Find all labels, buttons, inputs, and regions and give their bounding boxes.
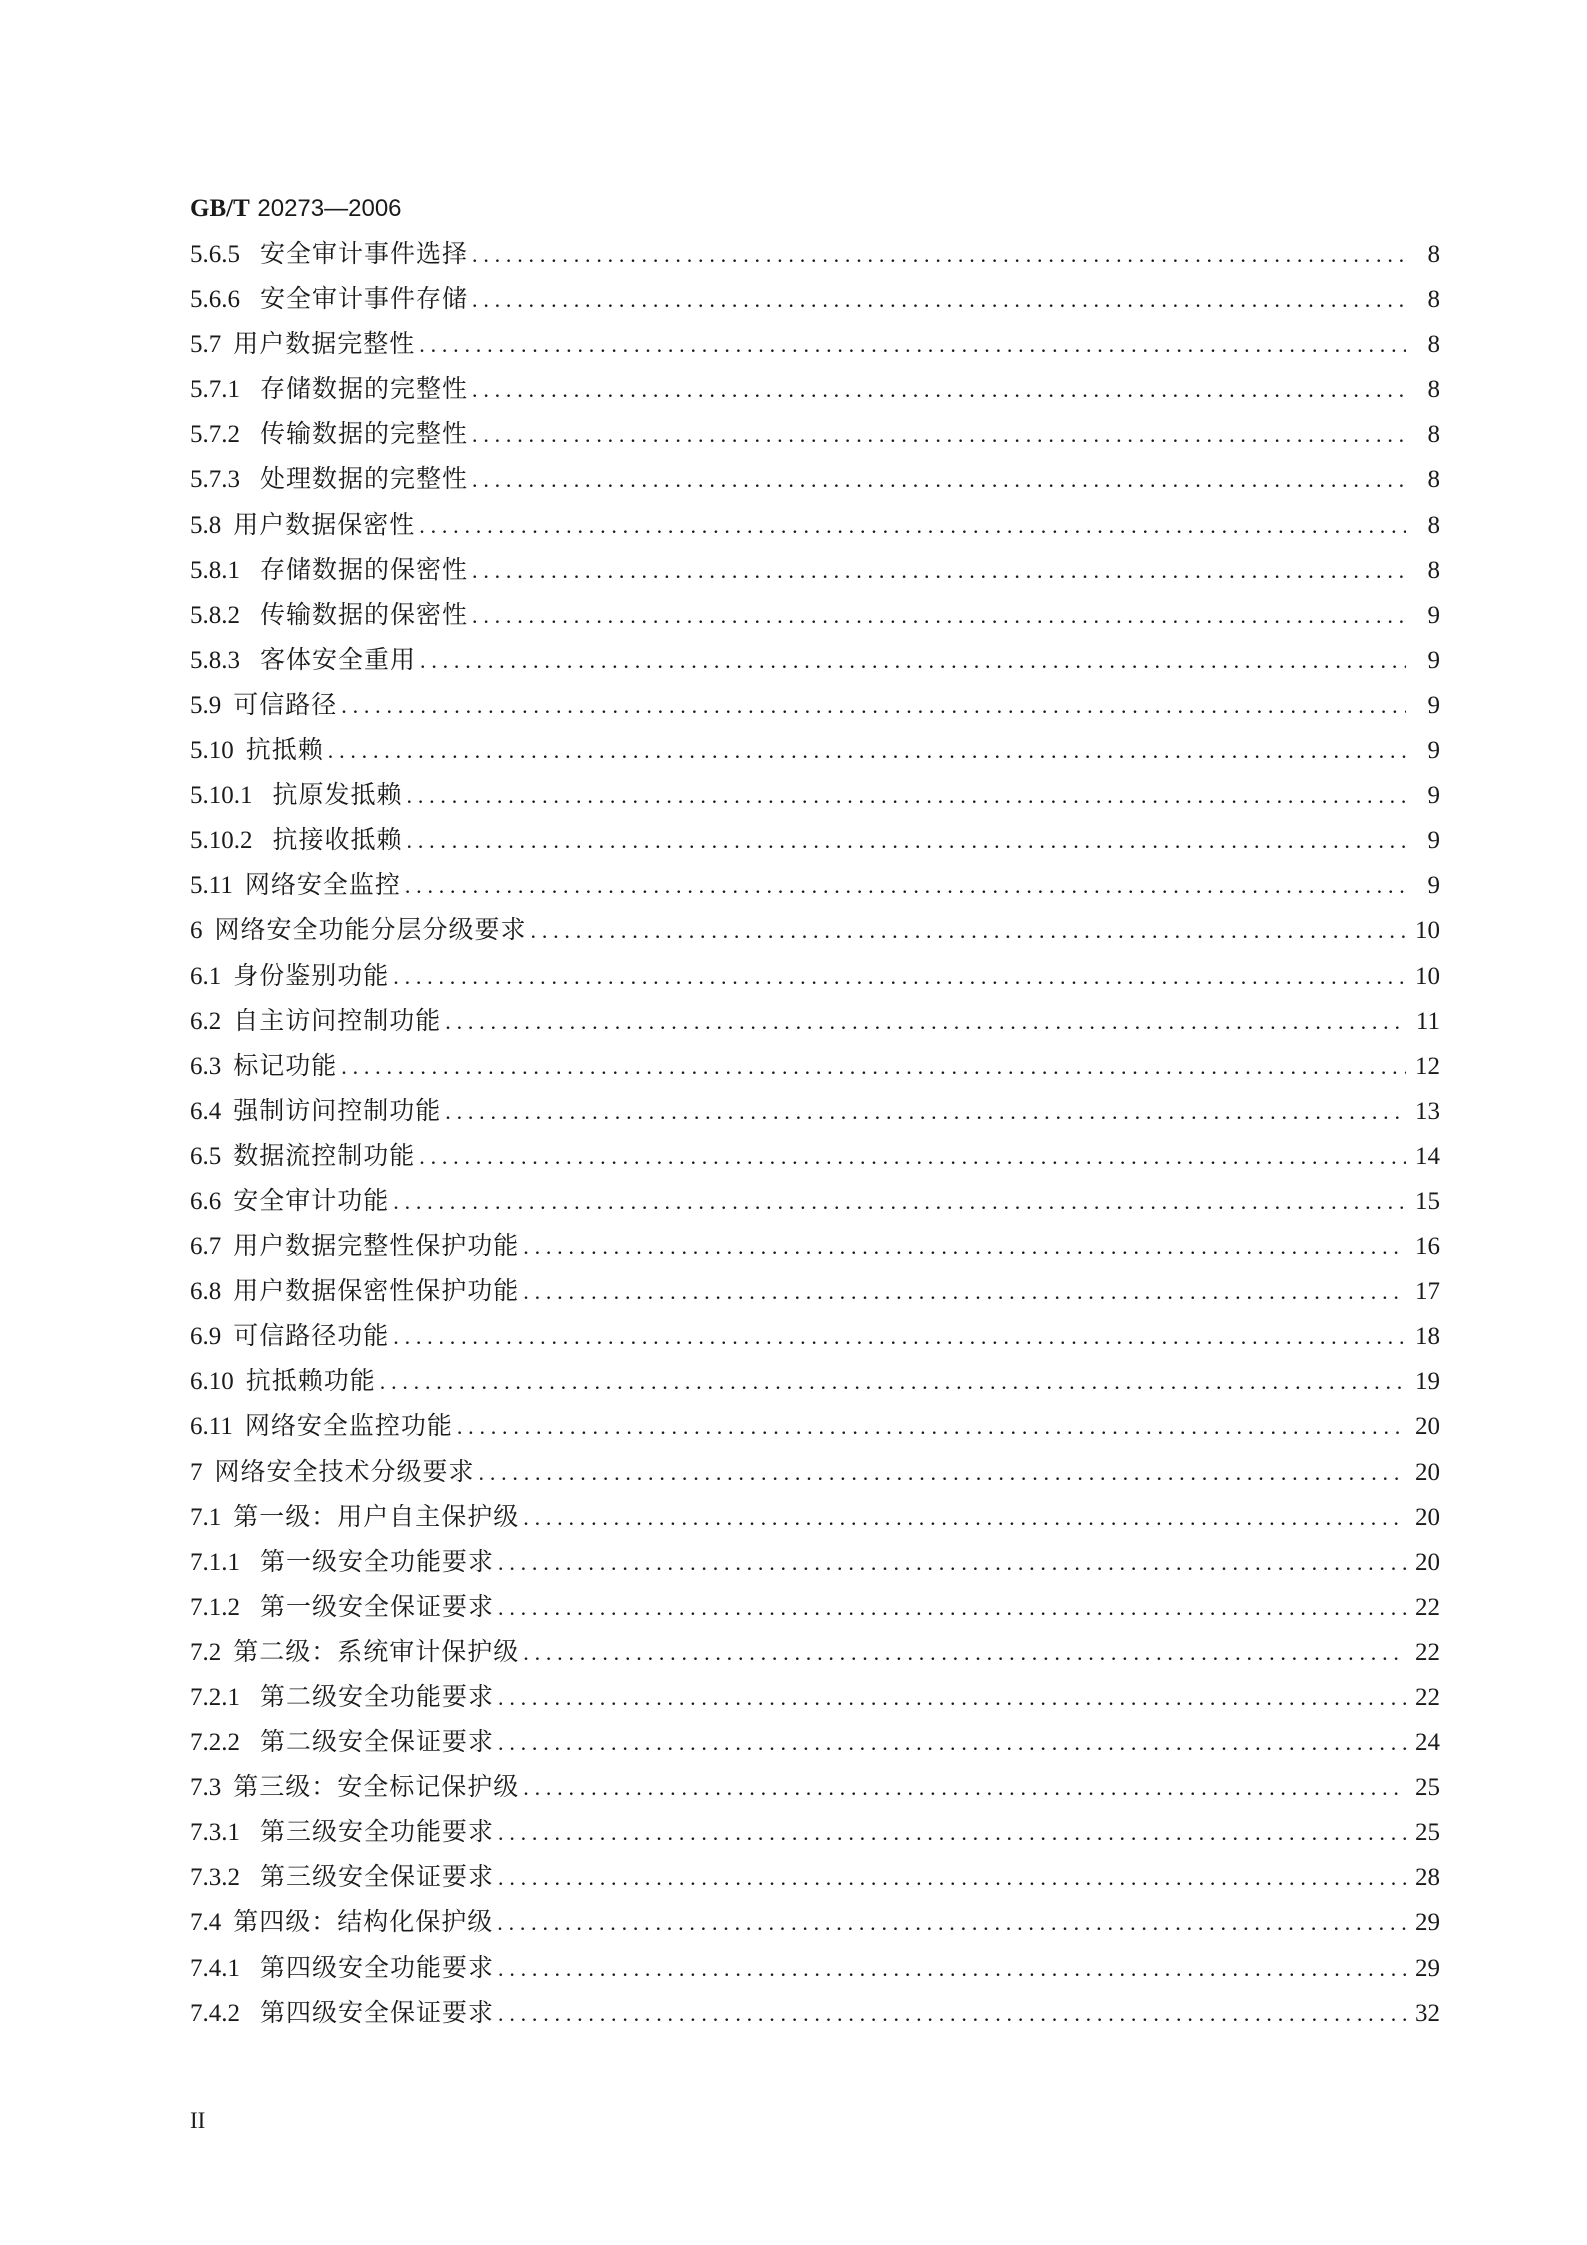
toc-leader-dots (393, 1314, 1406, 1359)
toc-entry-page: 24 (1415, 1729, 1440, 1757)
toc-entry-page: 8 (1427, 421, 1440, 449)
toc-entry-title: 第一级安全保证要求 (260, 1591, 495, 1621)
toc-entry-number: 7.4.2 (190, 1999, 240, 2027)
toc-entry[interactable] (190, 1088, 1440, 1133)
toc-entry[interactable] (190, 953, 1440, 998)
toc-entry[interactable] (190, 998, 1440, 1043)
toc-leader-dots (472, 457, 1406, 502)
toc-entry-number: 6.9 (190, 1323, 222, 1351)
toc-entry-title: 安全审计事件存储 (260, 284, 469, 314)
toc-entry-number: 5.7.3 (190, 466, 240, 494)
toc-entry[interactable] (190, 772, 1440, 817)
toc-leader-dots (328, 728, 1406, 773)
toc-entry-page: 8 (1427, 511, 1440, 539)
toc-entry-title: 第二级：系统审计保护级 (233, 1636, 520, 1666)
toc-entry-page: 11 (1415, 1007, 1440, 1035)
toc-entry-number: 5.9 (190, 691, 222, 719)
toc-entry-number: 7.1 (190, 1503, 222, 1531)
toc-entry-title: 网络安全监控功能 (244, 1411, 453, 1441)
toc-entry-number: 7.2.1 (190, 1684, 240, 1711)
toc-entry-number: 7 (190, 1458, 203, 1486)
toc-entry-number: 7.4.1 (190, 1954, 240, 1982)
document-header (190, 192, 402, 225)
toc-entry-page: 13 (1415, 1097, 1440, 1125)
toc-entry-number: 6.5 (190, 1142, 222, 1170)
toc-entry[interactable] (190, 1945, 1440, 1990)
toc-entry[interactable] (190, 1719, 1440, 1764)
toc-entry-number: 7.1.2 (190, 1593, 240, 1621)
toc-entry[interactable] (190, 907, 1440, 952)
toc-entry-page: 20 (1415, 1413, 1440, 1441)
toc-entry-page: 12 (1415, 1052, 1440, 1080)
toc-entry-title: 处理数据的完整性 (260, 464, 469, 494)
toc-entry-page: 14 (1415, 1142, 1440, 1170)
toc-entry-number: 5.10 (190, 737, 234, 765)
toc-entry-number: 6.6 (190, 1187, 222, 1215)
toc-entry-title: 抗原发抵赖 (272, 780, 403, 810)
toc-entry-number: 7.3.2 (190, 1864, 240, 1892)
toc-entry[interactable] (190, 321, 1440, 366)
toc-leader-dots (472, 548, 1406, 593)
toc-leader-dots (498, 1675, 1406, 1720)
toc-entry-title: 存储数据的保密性 (260, 554, 469, 584)
toc-entry-page: 10 (1415, 917, 1440, 945)
toc-leader-dots (472, 232, 1406, 277)
toc-entry-page: 8 (1427, 376, 1440, 404)
toc-leader-dots (498, 1946, 1406, 1991)
toc-entry-number: 6.1 (190, 962, 222, 990)
toc-entry-page: 25 (1415, 1774, 1440, 1802)
toc-entry[interactable] (190, 1403, 1440, 1448)
toc-entry-page: 18 (1415, 1323, 1440, 1351)
toc-entry-number: 7.3.1 (190, 1819, 240, 1847)
toc-entry-page: 29 (1415, 1909, 1440, 1937)
toc-entry-title: 数据流控制功能 (233, 1140, 416, 1170)
toc-leader-dots (407, 818, 1406, 863)
toc-entry[interactable] (190, 1539, 1440, 1584)
toc-leader-dots (531, 908, 1406, 953)
toc-leader-dots (498, 1810, 1406, 1855)
toc-leader-dots (420, 638, 1406, 683)
toc-entry-title: 客体安全重用 (260, 644, 417, 674)
toc-entry-number: 5.8.2 (190, 601, 240, 629)
toc-entry[interactable] (190, 1133, 1440, 1178)
toc-entry[interactable] (190, 1674, 1440, 1719)
toc-entry[interactable] (190, 456, 1440, 501)
toc-leader-dots (498, 1540, 1406, 1585)
toc-leader-dots (445, 999, 1406, 1044)
toc-leader-dots (407, 773, 1406, 818)
toc-leader-dots (393, 954, 1406, 999)
toc-entry-number: 5.10.1 (190, 782, 253, 810)
toc-entry-title: 第二级安全保证要求 (260, 1727, 495, 1757)
toc-entry-number: 5.10.2 (190, 827, 253, 855)
toc-entry-page: 8 (1427, 556, 1440, 584)
toc-entry-title: 用户数据完整性保护功能 (233, 1231, 520, 1261)
toc-entry-title: 抗抵赖 (245, 735, 324, 765)
toc-entry-number: 6.8 (190, 1278, 222, 1306)
toc-entry-page: 10 (1415, 962, 1440, 990)
toc-entry[interactable] (190, 1178, 1440, 1223)
toc-leader-dots (405, 863, 1406, 908)
toc-entry[interactable] (190, 1809, 1440, 1854)
toc-entry[interactable] (190, 1043, 1440, 1088)
toc-entry-title: 可信路径 (233, 689, 338, 719)
toc-entry-page: 9 (1427, 872, 1440, 900)
toc-entry[interactable] (190, 862, 1440, 907)
toc-entry-title: 网络安全技术分级要求 (214, 1456, 475, 1486)
toc-entry[interactable] (190, 276, 1440, 321)
toc-leader-dots (341, 683, 1406, 728)
toc-entry-number: 5.11 (190, 872, 233, 900)
toc-entry-page: 17 (1415, 1278, 1440, 1306)
toc-entry-title: 第三级：安全标记保护级 (233, 1772, 520, 1802)
toc-entry-number: 5.8.1 (190, 556, 240, 584)
toc-entry-page: 25 (1415, 1819, 1440, 1847)
toc-entry-title: 第二级安全功能要求 (260, 1682, 495, 1711)
toc-entry-page: 22 (1415, 1684, 1440, 1711)
toc-entry-number: 5.6.5 (190, 241, 240, 268)
toc-entry-page: 32 (1415, 1999, 1440, 2027)
toc-entry-title: 第三级安全功能要求 (260, 1817, 495, 1847)
toc-entry-title: 第一级：用户自主保护级 (233, 1501, 520, 1531)
toc-entry-title: 安全审计事件选择 (260, 239, 469, 268)
toc-entry-title: 传输数据的保密性 (260, 599, 469, 629)
toc-entry-page: 9 (1427, 691, 1440, 719)
toc-entry-title: 标记功能 (233, 1050, 338, 1080)
toc-entry-page: 9 (1427, 646, 1440, 674)
toc-leader-dots (523, 1269, 1406, 1314)
toc-entry-number: 5.8.3 (190, 646, 240, 674)
toc-entry-number: 5.7 (190, 331, 222, 359)
table-of-contents (190, 231, 1440, 2035)
toc-entry-page: 20 (1415, 1548, 1440, 1576)
toc-entry[interactable] (190, 231, 1440, 276)
toc-entry[interactable] (190, 1223, 1440, 1268)
toc-entry[interactable] (190, 592, 1440, 637)
toc-entry-number: 6.10 (190, 1368, 234, 1396)
toc-leader-dots (523, 1630, 1406, 1675)
toc-leader-dots (341, 1044, 1406, 1089)
toc-entry[interactable] (190, 366, 1440, 411)
toc-entry-page: 29 (1415, 1954, 1440, 1982)
toc-entry-page: 28 (1415, 1864, 1440, 1892)
toc-entry-title: 身份鉴别功能 (233, 960, 390, 990)
toc-entry-number: 7.1.1 (190, 1548, 240, 1576)
toc-entry-title: 传输数据的完整性 (260, 419, 469, 449)
toc-entry-page: 22 (1415, 1593, 1440, 1621)
toc-leader-dots (393, 1179, 1406, 1224)
toc-leader-dots (498, 1855, 1406, 1900)
toc-entry-number: 7.3 (190, 1774, 222, 1802)
toc-entry-number: 7.4 (190, 1909, 222, 1937)
toc-entry-page: 9 (1427, 737, 1440, 765)
toc-entry[interactable] (190, 1494, 1440, 1539)
toc-entry[interactable] (190, 682, 1440, 727)
toc-entry[interactable] (190, 1313, 1440, 1358)
toc-entry-title: 第四级安全保证要求 (260, 1997, 495, 2027)
toc-entry[interactable] (190, 547, 1440, 592)
toc-entry-title: 第四级安全功能要求 (260, 1952, 495, 1982)
toc-entry-title: 网络安全监控 (244, 870, 401, 900)
toc-entry-number: 7.2.2 (190, 1729, 240, 1757)
toc-leader-dots (498, 1991, 1406, 2036)
toc-entry-title: 用户数据保密性保护功能 (233, 1276, 520, 1306)
toc-entry[interactable] (190, 1358, 1440, 1403)
toc-entry-page: 8 (1427, 241, 1440, 268)
toc-entry-page: 15 (1415, 1187, 1440, 1215)
toc-leader-dots (523, 1224, 1406, 1269)
toc-leader-dots (523, 1495, 1406, 1540)
toc-entry-title: 第一级安全功能要求 (260, 1546, 495, 1576)
toc-entry[interactable] (190, 1629, 1440, 1674)
toc-entry[interactable] (190, 1764, 1440, 1809)
toc-entry-number: 5.8 (190, 511, 222, 539)
toc-leader-dots (472, 367, 1406, 412)
toc-entry-page: 22 (1415, 1638, 1440, 1666)
toc-entry[interactable] (190, 502, 1440, 547)
toc-leader-dots (419, 322, 1406, 367)
toc-leader-dots (472, 412, 1406, 457)
toc-entry-page: 9 (1427, 782, 1440, 810)
toc-entry[interactable] (190, 1584, 1440, 1629)
toc-leader-dots (445, 1089, 1406, 1134)
toc-entry[interactable] (190, 1854, 1440, 1899)
toc-entry-number: 6.11 (190, 1413, 233, 1441)
toc-entry-title: 抗接收抵赖 (272, 825, 403, 855)
toc-entry[interactable] (190, 637, 1440, 682)
toc-entry-number: 6.7 (190, 1233, 222, 1261)
toc-leader-dots (479, 1450, 1406, 1495)
toc-entry[interactable] (190, 1449, 1440, 1494)
toc-entry-number: 6 (190, 917, 203, 945)
toc-entry-title: 网络安全功能分层分级要求 (214, 915, 527, 945)
standard-code: GB/T (190, 195, 250, 222)
toc-leader-dots (498, 1585, 1406, 1630)
toc-entry-page: 20 (1415, 1503, 1440, 1531)
toc-leader-dots (498, 1720, 1406, 1765)
toc-entry-title: 用户数据保密性 (233, 509, 416, 539)
toc-entry-title: 自主访问控制功能 (233, 1005, 442, 1035)
toc-entry-page: 16 (1415, 1233, 1440, 1261)
toc-entry-number: 6.3 (190, 1052, 222, 1080)
toc-entry-number: 5.6.6 (190, 286, 240, 314)
toc-entry-page: 8 (1427, 331, 1440, 359)
page-number: II (190, 2108, 206, 2133)
toc-entry[interactable] (190, 727, 1440, 772)
toc-leader-dots (472, 277, 1406, 322)
toc-leader-dots (523, 1765, 1406, 1810)
toc-entry-page: 8 (1427, 286, 1440, 314)
toc-leader-dots (497, 1900, 1406, 1945)
toc-entry-title: 可信路径功能 (233, 1321, 390, 1351)
toc-entry-number: 6.4 (190, 1097, 222, 1125)
toc-entry-page: 19 (1415, 1368, 1440, 1396)
toc-entry-page: 20 (1415, 1458, 1440, 1486)
toc-leader-dots (472, 593, 1406, 638)
toc-entry[interactable] (190, 1268, 1440, 1313)
toc-leader-dots (457, 1404, 1406, 1449)
toc-entry-title: 强制访问控制功能 (233, 1095, 442, 1125)
toc-entry-title: 安全审计功能 (233, 1185, 390, 1215)
toc-entry[interactable] (190, 1899, 1440, 1944)
toc-entry-title: 存储数据的完整性 (260, 374, 469, 404)
toc-entry-title: 第四级：结构化保护级 (233, 1907, 494, 1937)
toc-entry[interactable] (190, 1990, 1440, 2035)
toc-entry-title: 抗抵赖功能 (245, 1366, 376, 1396)
toc-entry[interactable] (190, 411, 1440, 456)
toc-leader-dots (419, 503, 1406, 548)
toc-entry-number: 5.7.2 (190, 421, 240, 449)
toc-entry-page: 9 (1427, 827, 1440, 855)
toc-entry-page: 9 (1427, 601, 1440, 629)
toc-entry-title: 第三级安全保证要求 (260, 1862, 495, 1892)
toc-entry-number: 6.2 (190, 1007, 222, 1035)
toc-entry-page: 8 (1427, 466, 1440, 494)
toc-entry[interactable] (190, 817, 1440, 862)
toc-leader-dots (380, 1359, 1406, 1404)
toc-entry-number: 5.7.1 (190, 376, 240, 404)
toc-entry-number: 7.2 (190, 1638, 222, 1666)
toc-entry-title: 用户数据完整性 (233, 329, 416, 359)
toc-leader-dots (419, 1134, 1406, 1179)
standard-number: 20273—2006 (257, 195, 402, 222)
